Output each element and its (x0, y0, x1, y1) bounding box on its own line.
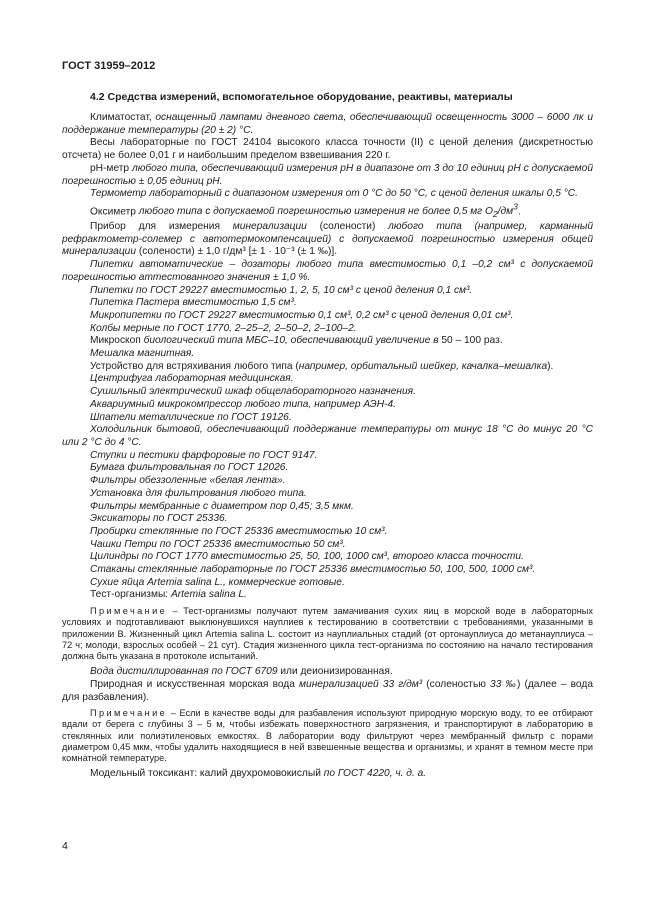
paragraph-auto-pipettes: Пипетки автоматические – дозаторы любого типа вместимостью 0,1 –0,2 см³ с допускаемой погрешностью аттестованного значения ± 1,0 %. (62, 259, 593, 283)
paragraph-thermometer: Термометр лабораторный с диапазоном измерения от 0 °С до 50 °С, с ценой деления шкалы 0,5 °С. (90, 188, 578, 200)
paragraph-ph-meter: pH-метр любого типа, обеспечивающий измерения pH в диапазоне от 3 до 10 единиц pH с допускаемой погрешностью ± 0,05 единиц pH. (62, 162, 593, 187)
note-test-organisms: Примечание – Тест-организмы получают путем замачивания сухих яиц в морской воде в лабораторных условиях и подготавливают выклюнувшихся науплиев к тестированию в соответствии с требованиями, указанными в приложении В. Жизненный цикл Artemia salina L. состоит из науплиальных стадий (от ортонауплиуса до метанауплиуса – 72 ч; молоди, взрослых особей – 21 сут). Стадия жизненного цикла тест-организма по состоянию на начало тестирования должна быть указана в протоколе испытаний. (62, 606, 593, 661)
paragraph-microscope: Микроскоп биологический типа МБС–10, обеспечивающий увеличение в 50 – 100 раз. (90, 335, 503, 347)
paragraph-beakers: Стаканы стеклянные лабораторные по ГОСТ 25336 вместимостью 50, 100, 500, 1000 см³. (90, 564, 536, 576)
note-sea-water: Примечание – Если в качестве воды для разбавления используют природную морскую воду, то ее отбирают вдали от берега с глубины 3 – 5 м, чтобы избежать поверхностного загрязнения, и транспортируют в лабораторию в стеклянных или полиэтиленовых емкостях. В лаборатории воду фильтруют через мембранный фильтр с порами диаметром 0,45 мкм, чтобы удалить находящиеся в ней взвешенные вещества и организмы, и хранят в темном месте при комнатной температуре. (62, 708, 593, 764)
paragraph-cylinders: Цилиндры по ГОСТ 1770 вместимостью 25, 50, 100, 1000 см³, второго класса точности. (90, 551, 524, 563)
paragraph-compressor: Аквариумный микрокомпрессор любого типа, например АЭН-4. (90, 398, 396, 410)
paragraph-stirrer: Мешалка магнитная. (90, 348, 195, 360)
paragraph-sea-water: Природная и искусственная морская вода минерализацией 33 г/дм³ (соленостью 33 ‰) (далее – вода для разбавления). (62, 678, 593, 703)
paragraph-toxicant: Модельный токсикант: калий двухромовокислый по ГОСТ 4220, ч. д. а. (90, 768, 427, 780)
paragraph-desiccators: Эксикаторы по ГОСТ 25336. (90, 513, 228, 525)
paragraph-petri-dishes: Чашки Петри по ГОСТ 25336 вместимостью 50 см³. (90, 538, 346, 550)
paragraph-pipettes: Пипетки по ГОСТ 29227 вместимостью 1, 2, 5, 10 см³ с ценой деления 0,1 см³. (90, 284, 473, 296)
paragraph-membrane-filters: Фильтры мембранные с диаметром пор 0,45; 3,5 мкм. (90, 500, 354, 512)
paragraph-pasteur-pipette: Пипетка Пастера вместимостью 1,5 см³. (90, 297, 297, 309)
paragraph-distilled-water: Вода дистиллированная по ГОСТ 6709 или деионизированная. (90, 666, 393, 678)
paragraph-shaker: Устройство для встряхивания любого типа (например, орбитальный шейкер, качалка–мешалка). (90, 360, 554, 372)
paragraph-climatostat: Климатостат, оснащенный лампами дневного света, обеспечивающий освещенность 3000 – 6000 лк и поддержание температуры (20 ± 2) °С. (62, 112, 593, 136)
paragraph-test-organisms: Тест-организмы: Artemia salina L. (90, 589, 247, 601)
paragraph-filtration-unit: Установка для фильтрования любого типа. (90, 487, 307, 499)
paragraph-filter-paper: Бумага фильтровальная по ГОСТ 12026. (90, 462, 289, 474)
section-title: 4.2 Средства измерений, вспомогательное оборудование, реактивы, материалы (90, 91, 513, 103)
paragraph-test-tubes: Пробирки стеклянные по ГОСТ 25336 вместимостью 10 см³. (90, 525, 388, 537)
paragraph-refrigerator: Холодильник бытовой, обеспечивающий поддержание температуры от минус 18 °С до минус 20 °С или 2 °С до 4 °С. (62, 424, 593, 448)
paragraph-artemia-eggs: Сухие яйца Artemia salina L., коммерческие готовые. (90, 576, 345, 588)
page-number: 4 (62, 840, 68, 852)
document-header: ГОСТ 31959–2012 (62, 60, 156, 72)
paragraph-salinity-device: Прибор для измерения минерализации (солености) любого типа (например, карманный рефрактометр-солемер с автотермокомпенсацией) с допускаемой погрешностью измерения общей минерализации (солености) ± 1,0 г/дм³ [± 1 · 10⁻³ (± 1 ‰)]. (62, 221, 593, 258)
paragraph-micropipettes: Микропипетки по ГОСТ 29227 вместимостью 0,1 см³, 0,2 см³ с ценой деления 0,01 см³. (90, 309, 514, 321)
paragraph-centrifuge: Центрифуга лабораторная медицинская. (90, 373, 294, 385)
paragraph-oximeter: Оксиметр любого типа с допускаемой погрешностью измерения не более 0,5 мг $О_2/дм^3$. (90, 201, 521, 220)
paragraph-mortars: Ступки и пестики фарфоровые по ГОСТ 9147. (90, 449, 318, 461)
paragraph-ashless-filters: Фильтры обеззоленные «белая лента». (90, 475, 286, 487)
paragraph-scales: Весы лабораторные по ГОСТ 24104 высокого класса точности (II) с ценой деления (дискретностью отсчета) не более 0,01 г и наибольшим пределом взвешивания 220 г. (62, 137, 593, 162)
paragraph-flasks: Колбы мерные по ГОСТ 1770, 2–25–2, 2–50–2, 2–100–2. (90, 322, 357, 334)
document-body (62, 112, 593, 781)
paragraph-drying-cabinet: Сушильный электрический шкаф общелабораторного назначения. (90, 386, 416, 398)
paragraph-spatulas: Шпатели металлические по ГОСТ 19126. (90, 411, 292, 423)
